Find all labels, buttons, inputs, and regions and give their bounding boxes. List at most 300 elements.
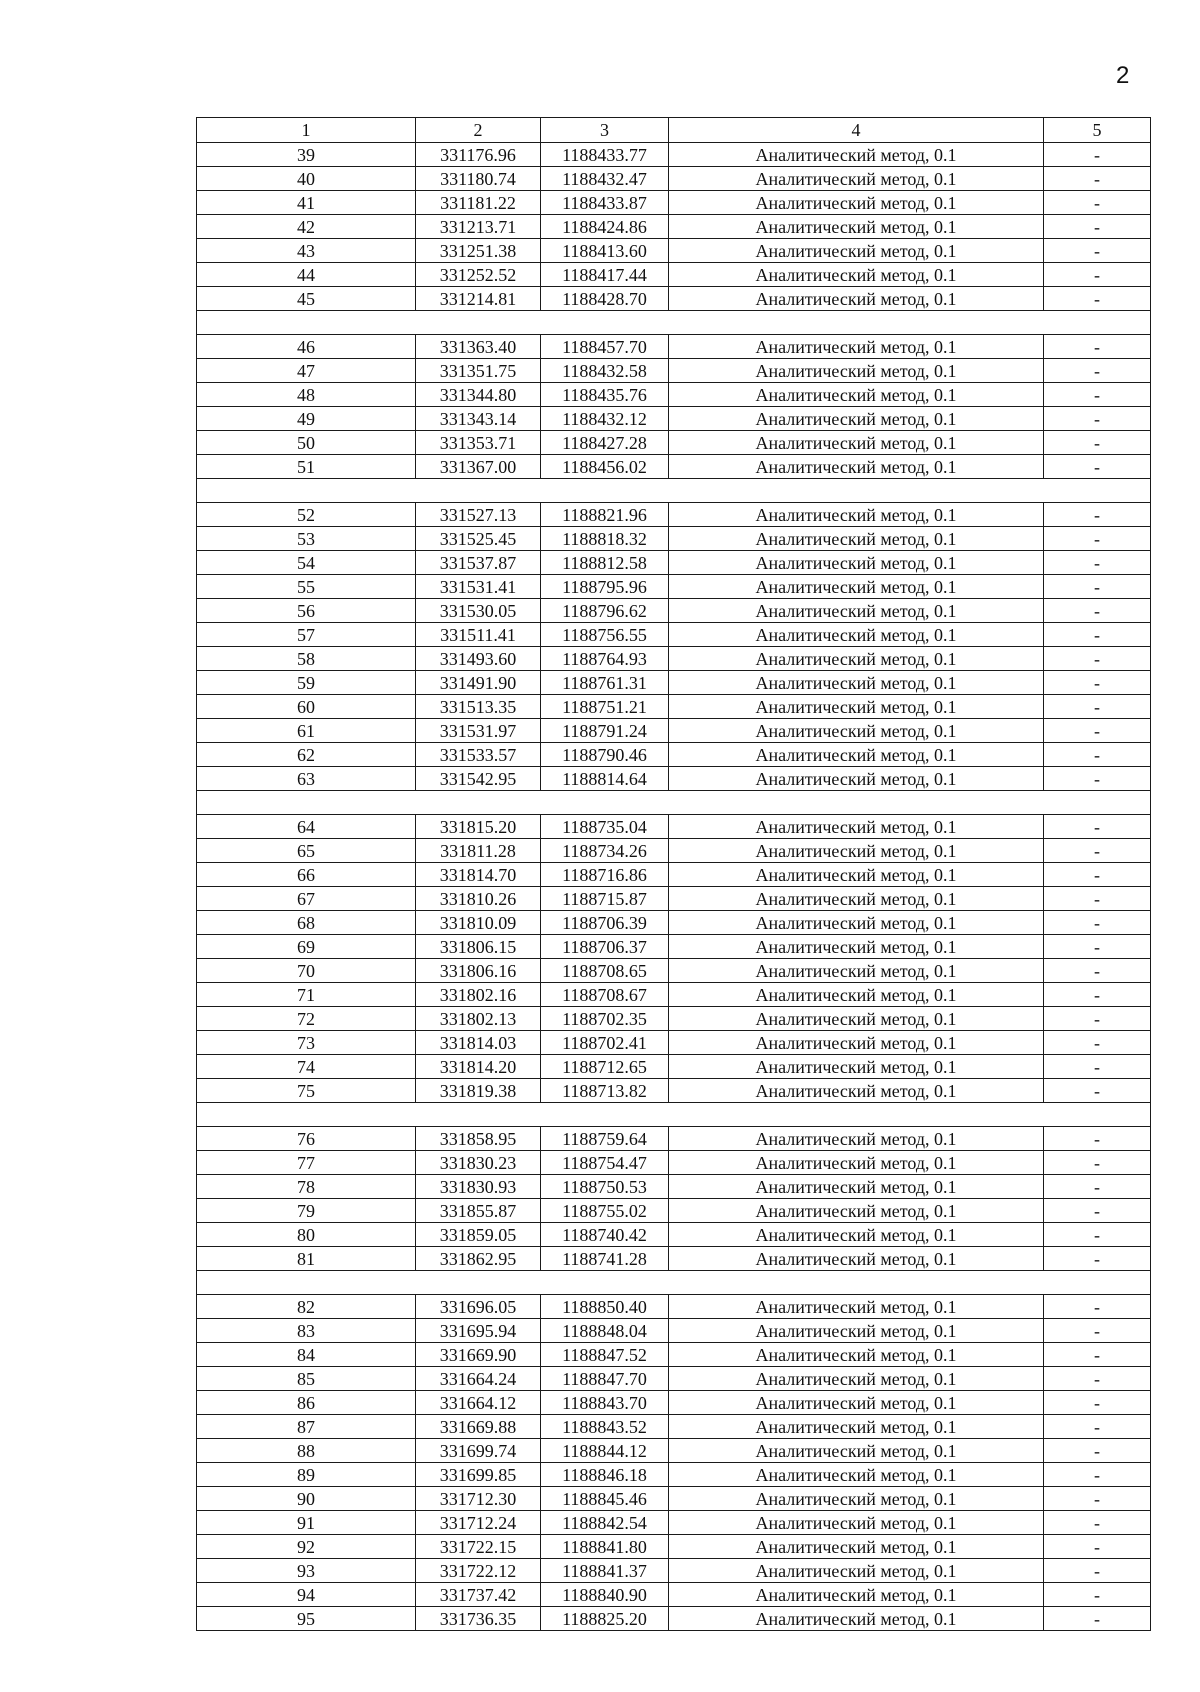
note-cell: - [1044,1343,1151,1367]
method-cell: Аналитический метод, 0.1 [669,383,1044,407]
method-cell: Аналитический метод, 0.1 [669,599,1044,623]
point-number-cell: 46 [197,335,416,359]
x-coordinate-cell: 331527.13 [416,503,541,527]
x-coordinate-cell: 331669.90 [416,1343,541,1367]
note-cell: - [1044,551,1151,575]
table-row [197,1439,1151,1463]
column-header: 4 [669,118,1044,143]
table-row [197,1079,1151,1103]
table-row [197,167,1151,191]
separator-cell [197,479,1151,503]
method-cell: Аналитический метод, 0.1 [669,1391,1044,1415]
method-cell: Аналитический метод, 0.1 [669,1151,1044,1175]
x-coordinate-cell: 331695.94 [416,1319,541,1343]
method-cell: Аналитический метод, 0.1 [669,143,1044,167]
method-cell: Аналитический метод, 0.1 [669,215,1044,239]
table-row [197,1487,1151,1511]
method-cell: Аналитический метод, 0.1 [669,623,1044,647]
column-header: 2 [416,118,541,143]
note-cell: - [1044,1031,1151,1055]
method-cell: Аналитический метод, 0.1 [669,1367,1044,1391]
method-cell: Аналитический метод, 0.1 [669,1511,1044,1535]
method-cell: Аналитический метод, 0.1 [669,983,1044,1007]
note-cell: - [1044,215,1151,239]
note-cell: - [1044,1007,1151,1031]
y-coordinate-cell: 1188761.31 [541,671,669,695]
coordinates-table [196,117,1151,1631]
y-coordinate-cell: 1188847.52 [541,1343,669,1367]
note-cell: - [1044,359,1151,383]
column-header: 5 [1044,118,1151,143]
x-coordinate-cell: 331344.80 [416,383,541,407]
method-cell: Аналитический метод, 0.1 [669,407,1044,431]
method-cell: Аналитический метод, 0.1 [669,455,1044,479]
note-cell: - [1044,887,1151,911]
note-cell: - [1044,839,1151,863]
note-cell: - [1044,431,1151,455]
x-coordinate-cell: 331722.15 [416,1535,541,1559]
y-coordinate-cell: 1188825.20 [541,1607,669,1631]
method-cell: Аналитический метод, 0.1 [669,1223,1044,1247]
table-row [197,863,1151,887]
x-coordinate-cell: 331669.88 [416,1415,541,1439]
x-coordinate-cell: 331525.45 [416,527,541,551]
method-cell: Аналитический метод, 0.1 [669,335,1044,359]
x-coordinate-cell: 331542.95 [416,767,541,791]
x-coordinate-cell: 331353.71 [416,431,541,455]
y-coordinate-cell: 1188740.42 [541,1223,669,1247]
point-number-cell: 64 [197,815,416,839]
note-cell: - [1044,527,1151,551]
note-cell: - [1044,959,1151,983]
method-cell: Аналитический метод, 0.1 [669,647,1044,671]
note-cell: - [1044,287,1151,311]
point-number-cell: 78 [197,1175,416,1199]
table-row [197,1415,1151,1439]
table-row [197,383,1151,407]
method-cell: Аналитический метод, 0.1 [669,887,1044,911]
y-coordinate-cell: 1188734.26 [541,839,669,863]
table-row [197,1511,1151,1535]
x-coordinate-cell: 331530.05 [416,599,541,623]
y-coordinate-cell: 1188413.60 [541,239,669,263]
point-number-cell: 74 [197,1055,416,1079]
note-cell: - [1044,1439,1151,1463]
note-cell: - [1044,1367,1151,1391]
method-cell: Аналитический метод, 0.1 [669,839,1044,863]
point-number-cell: 53 [197,527,416,551]
note-cell: - [1044,719,1151,743]
point-number-cell: 77 [197,1151,416,1175]
note-cell: - [1044,1319,1151,1343]
note-cell: - [1044,1583,1151,1607]
separator-cell [197,1271,1151,1295]
method-cell: Аналитический метод, 0.1 [669,1415,1044,1439]
point-number-cell: 72 [197,1007,416,1031]
note-cell: - [1044,623,1151,647]
method-cell: Аналитический метод, 0.1 [669,1007,1044,1031]
x-coordinate-cell: 331722.12 [416,1559,541,1583]
point-number-cell: 56 [197,599,416,623]
point-number-cell: 65 [197,839,416,863]
x-coordinate-cell: 331351.75 [416,359,541,383]
y-coordinate-cell: 1188417.44 [541,263,669,287]
column-header: 3 [541,118,669,143]
y-coordinate-cell: 1188848.04 [541,1319,669,1343]
table-row [197,1559,1151,1583]
y-coordinate-cell: 1188715.87 [541,887,669,911]
note-cell: - [1044,1055,1151,1079]
y-coordinate-cell: 1188751.21 [541,695,669,719]
y-coordinate-cell: 1188850.40 [541,1295,669,1319]
note-cell: - [1044,1247,1151,1271]
table-row [197,1319,1151,1343]
method-cell: Аналитический метод, 0.1 [669,1559,1044,1583]
table-row [197,1007,1151,1031]
note-cell: - [1044,1151,1151,1175]
y-coordinate-cell: 1188428.70 [541,287,669,311]
x-coordinate-cell: 331251.38 [416,239,541,263]
point-number-cell: 75 [197,1079,416,1103]
y-coordinate-cell: 1188433.87 [541,191,669,215]
x-coordinate-cell: 331252.52 [416,263,541,287]
table-row [197,1607,1151,1631]
point-number-cell: 51 [197,455,416,479]
method-cell: Аналитический метод, 0.1 [669,1175,1044,1199]
point-number-cell: 70 [197,959,416,983]
y-coordinate-cell: 1188796.62 [541,599,669,623]
table-body [197,143,1151,1631]
point-number-cell: 55 [197,575,416,599]
method-cell: Аналитический метод, 0.1 [669,1247,1044,1271]
point-number-cell: 40 [197,167,416,191]
method-cell: Аналитический метод, 0.1 [669,1463,1044,1487]
y-coordinate-cell: 1188456.02 [541,455,669,479]
method-cell: Аналитический метод, 0.1 [669,959,1044,983]
table-row [197,887,1151,911]
note-cell: - [1044,575,1151,599]
point-number-cell: 58 [197,647,416,671]
point-number-cell: 95 [197,1607,416,1631]
x-coordinate-cell: 331814.20 [416,1055,541,1079]
y-coordinate-cell: 1188432.12 [541,407,669,431]
table-row [197,551,1151,575]
table-row [197,1175,1151,1199]
note-cell: - [1044,335,1151,359]
x-coordinate-cell: 331814.03 [416,1031,541,1055]
table-row [197,1295,1151,1319]
y-coordinate-cell: 1188706.39 [541,911,669,935]
x-coordinate-cell: 331537.87 [416,551,541,575]
x-coordinate-cell: 331806.16 [416,959,541,983]
table-row [197,503,1151,527]
point-number-cell: 60 [197,695,416,719]
method-cell: Аналитический метод, 0.1 [669,167,1044,191]
table-row [197,575,1151,599]
x-coordinate-cell: 331533.57 [416,743,541,767]
point-number-cell: 87 [197,1415,416,1439]
point-number-cell: 68 [197,911,416,935]
point-number-cell: 86 [197,1391,416,1415]
point-number-cell: 43 [197,239,416,263]
y-coordinate-cell: 1188843.52 [541,1415,669,1439]
note-cell: - [1044,743,1151,767]
x-coordinate-cell: 331531.41 [416,575,541,599]
table-row [197,1583,1151,1607]
y-coordinate-cell: 1188435.76 [541,383,669,407]
point-number-cell: 52 [197,503,416,527]
x-coordinate-cell: 331811.28 [416,839,541,863]
point-number-cell: 49 [197,407,416,431]
table-row [197,599,1151,623]
table-row [197,743,1151,767]
method-cell: Аналитический метод, 0.1 [669,431,1044,455]
point-number-cell: 39 [197,143,416,167]
note-cell: - [1044,143,1151,167]
y-coordinate-cell: 1188432.58 [541,359,669,383]
y-coordinate-cell: 1188846.18 [541,1463,669,1487]
group-separator-row [197,1103,1151,1127]
method-cell: Аналитический метод, 0.1 [669,1583,1044,1607]
x-coordinate-cell: 331367.00 [416,455,541,479]
y-coordinate-cell: 1188702.35 [541,1007,669,1031]
y-coordinate-cell: 1188841.37 [541,1559,669,1583]
method-cell: Аналитический метод, 0.1 [669,1343,1044,1367]
note-cell: - [1044,695,1151,719]
x-coordinate-cell: 331712.30 [416,1487,541,1511]
y-coordinate-cell: 1188755.02 [541,1199,669,1223]
y-coordinate-cell: 1188764.93 [541,647,669,671]
method-cell: Аналитический метод, 0.1 [669,719,1044,743]
y-coordinate-cell: 1188790.46 [541,743,669,767]
x-coordinate-cell: 331214.81 [416,287,541,311]
table-row [197,239,1151,263]
point-number-cell: 85 [197,1367,416,1391]
note-cell: - [1044,167,1151,191]
method-cell: Аналитический метод, 0.1 [669,767,1044,791]
point-number-cell: 62 [197,743,416,767]
point-number-cell: 82 [197,1295,416,1319]
method-cell: Аналитический метод, 0.1 [669,863,1044,887]
column-header: 1 [197,118,416,143]
x-coordinate-cell: 331858.95 [416,1127,541,1151]
point-number-cell: 67 [197,887,416,911]
y-coordinate-cell: 1188818.32 [541,527,669,551]
table-row [197,695,1151,719]
point-number-cell: 48 [197,383,416,407]
y-coordinate-cell: 1188840.90 [541,1583,669,1607]
method-cell: Аналитический метод, 0.1 [669,1535,1044,1559]
x-coordinate-cell: 331810.09 [416,911,541,935]
note-cell: - [1044,1223,1151,1247]
table-row [197,215,1151,239]
table-row [197,719,1151,743]
method-cell: Аналитический метод, 0.1 [669,1199,1044,1223]
method-cell: Аналитический метод, 0.1 [669,1487,1044,1511]
point-number-cell: 90 [197,1487,416,1511]
note-cell: - [1044,1415,1151,1439]
point-number-cell: 57 [197,623,416,647]
point-number-cell: 79 [197,1199,416,1223]
point-number-cell: 47 [197,359,416,383]
x-coordinate-cell: 331664.24 [416,1367,541,1391]
point-number-cell: 42 [197,215,416,239]
note-cell: - [1044,983,1151,1007]
note-cell: - [1044,1127,1151,1151]
table-row [197,983,1151,1007]
point-number-cell: 41 [197,191,416,215]
point-number-cell: 80 [197,1223,416,1247]
point-number-cell: 94 [197,1583,416,1607]
table-row [197,1031,1151,1055]
separator-cell [197,311,1151,335]
note-cell: - [1044,191,1151,215]
note-cell: - [1044,383,1151,407]
y-coordinate-cell: 1188735.04 [541,815,669,839]
table-row [197,455,1151,479]
point-number-cell: 54 [197,551,416,575]
table-row [197,143,1151,167]
y-coordinate-cell: 1188845.46 [541,1487,669,1511]
x-coordinate-cell: 331176.96 [416,143,541,167]
y-coordinate-cell: 1188791.24 [541,719,669,743]
note-cell: - [1044,263,1151,287]
point-number-cell: 44 [197,263,416,287]
x-coordinate-cell: 331736.35 [416,1607,541,1631]
x-coordinate-cell: 331696.05 [416,1295,541,1319]
method-cell: Аналитический метод, 0.1 [669,671,1044,695]
method-cell: Аналитический метод, 0.1 [669,287,1044,311]
note-cell: - [1044,935,1151,959]
point-number-cell: 76 [197,1127,416,1151]
table-row [197,263,1151,287]
method-cell: Аналитический метод, 0.1 [669,239,1044,263]
point-number-cell: 91 [197,1511,416,1535]
x-coordinate-cell: 331180.74 [416,167,541,191]
group-separator-row [197,1271,1151,1295]
table-row [197,287,1151,311]
y-coordinate-cell: 1188756.55 [541,623,669,647]
y-coordinate-cell: 1188821.96 [541,503,669,527]
table-row [197,1151,1151,1175]
note-cell: - [1044,1199,1151,1223]
x-coordinate-cell: 331493.60 [416,647,541,671]
method-cell: Аналитический метод, 0.1 [669,551,1044,575]
note-cell: - [1044,815,1151,839]
note-cell: - [1044,1295,1151,1319]
method-cell: Аналитический метод, 0.1 [669,1079,1044,1103]
note-cell: - [1044,455,1151,479]
table-row [197,1223,1151,1247]
y-coordinate-cell: 1188427.28 [541,431,669,455]
table-row [197,1367,1151,1391]
point-number-cell: 88 [197,1439,416,1463]
x-coordinate-cell: 331491.90 [416,671,541,695]
separator-cell [197,791,1151,815]
point-number-cell: 89 [197,1463,416,1487]
point-number-cell: 81 [197,1247,416,1271]
table-row [197,335,1151,359]
y-coordinate-cell: 1188844.12 [541,1439,669,1463]
x-coordinate-cell: 331815.20 [416,815,541,839]
table-row [197,431,1151,455]
point-number-cell: 59 [197,671,416,695]
x-coordinate-cell: 331855.87 [416,1199,541,1223]
method-cell: Аналитический метод, 0.1 [669,359,1044,383]
x-coordinate-cell: 331513.35 [416,695,541,719]
y-coordinate-cell: 1188750.53 [541,1175,669,1199]
note-cell: - [1044,1487,1151,1511]
group-separator-row [197,311,1151,335]
y-coordinate-cell: 1188424.86 [541,215,669,239]
point-number-cell: 71 [197,983,416,1007]
table-row [197,1055,1151,1079]
table-row [197,191,1151,215]
x-coordinate-cell: 331699.85 [416,1463,541,1487]
y-coordinate-cell: 1188706.37 [541,935,669,959]
note-cell: - [1044,1535,1151,1559]
table-row [197,1391,1151,1415]
method-cell: Аналитический метод, 0.1 [669,743,1044,767]
x-coordinate-cell: 331664.12 [416,1391,541,1415]
point-number-cell: 61 [197,719,416,743]
group-separator-row [197,479,1151,503]
method-cell: Аналитический метод, 0.1 [669,1055,1044,1079]
method-cell: Аналитический метод, 0.1 [669,1127,1044,1151]
x-coordinate-cell: 331511.41 [416,623,541,647]
y-coordinate-cell: 1188741.28 [541,1247,669,1271]
table-row [197,1463,1151,1487]
method-cell: Аналитический метод, 0.1 [669,1295,1044,1319]
method-cell: Аналитический метод, 0.1 [669,1031,1044,1055]
y-coordinate-cell: 1188702.41 [541,1031,669,1055]
y-coordinate-cell: 1188795.96 [541,575,669,599]
y-coordinate-cell: 1188843.70 [541,1391,669,1415]
y-coordinate-cell: 1188708.67 [541,983,669,1007]
note-cell: - [1044,1463,1151,1487]
y-coordinate-cell: 1188841.80 [541,1535,669,1559]
point-number-cell: 69 [197,935,416,959]
page-number: 2 [1116,62,1130,89]
table-row [197,1535,1151,1559]
table-row [197,839,1151,863]
method-cell: Аналитический метод, 0.1 [669,503,1044,527]
method-cell: Аналитический метод, 0.1 [669,935,1044,959]
x-coordinate-cell: 331830.23 [416,1151,541,1175]
note-cell: - [1044,1391,1151,1415]
point-number-cell: 63 [197,767,416,791]
note-cell: - [1044,239,1151,263]
table-row [197,1343,1151,1367]
y-coordinate-cell: 1188814.64 [541,767,669,791]
x-coordinate-cell: 331699.74 [416,1439,541,1463]
note-cell: - [1044,911,1151,935]
x-coordinate-cell: 331810.26 [416,887,541,911]
point-number-cell: 83 [197,1319,416,1343]
x-coordinate-cell: 331737.42 [416,1583,541,1607]
table-row [197,1247,1151,1271]
method-cell: Аналитический метод, 0.1 [669,1439,1044,1463]
y-coordinate-cell: 1188708.65 [541,959,669,983]
table-row [197,359,1151,383]
method-cell: Аналитический метод, 0.1 [669,815,1044,839]
x-coordinate-cell: 331830.93 [416,1175,541,1199]
point-number-cell: 66 [197,863,416,887]
note-cell: - [1044,1511,1151,1535]
x-coordinate-cell: 331343.14 [416,407,541,431]
point-number-cell: 93 [197,1559,416,1583]
table-row [197,623,1151,647]
